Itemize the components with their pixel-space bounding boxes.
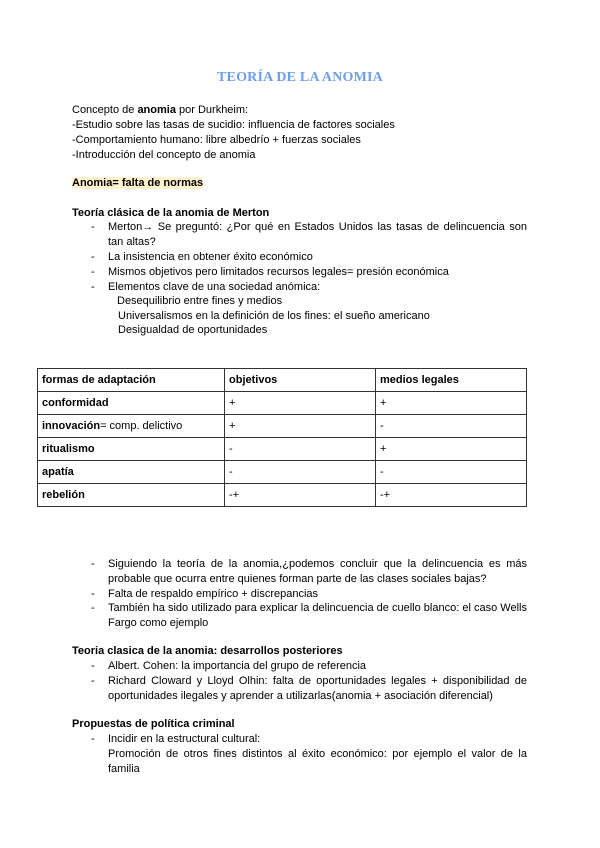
intro-text: Concepto de [72, 104, 138, 116]
merton-sub-item: Desigualdad de oportunidades [118, 324, 268, 336]
merton-bullet: - La insistencia en obtener éxito económico [91, 251, 313, 263]
critique-bullet: - Falta de respaldo empírico + discrepancias [91, 588, 319, 600]
table-row [38, 438, 527, 461]
table-cell: + [225, 415, 376, 438]
intro-item: -Comportamiento humano: libre albedrío + fuerzas sociales [72, 134, 361, 146]
bullet-dash: - [91, 281, 95, 293]
intro-line [72, 103, 248, 118]
bullet-dash: - [91, 660, 95, 672]
table-cell: - [225, 461, 376, 484]
highlight-heading: Anomia= falta de normas [72, 177, 204, 189]
bullet-dash: - [91, 558, 95, 570]
table-cell: -+ [225, 484, 376, 507]
critique-bullet: - Siguiendo la teoría de la anomia,¿podemos concluir que la delincuencia es más probable que ocurra entre quienes forman parte de las clases sociales bajas? [91, 558, 527, 585]
intro-bold-term: anomia [137, 104, 176, 116]
table-row [38, 392, 527, 415]
later-bullet: - Richard Cloward y Lloyd Olhin: falta de oportunidades legales + disponibilidad de oportunidades ilegales y aprender a utilizarlas(anomia + asociación diferencial) [91, 675, 527, 702]
intro-item: -Introducción del concepto de anomia [72, 149, 256, 161]
table-cell-label: ritualismo [38, 438, 225, 461]
bullet-dash: - [91, 675, 95, 687]
intro-text: por Durkheim: [175, 104, 249, 116]
bullet-dash: - [91, 733, 95, 745]
later-heading: Teoria clasica de la anomia: desarrollos posteriores [72, 645, 343, 657]
bullet-dash: - [91, 251, 95, 263]
table-header: formas de adaptación [38, 369, 225, 392]
table-cell: -+ [376, 484, 527, 507]
highlight-heading-row [72, 176, 203, 191]
policy-bullet: - Incidir en la estructural cultural: [91, 733, 261, 745]
policy-heading: Propuestas de política criminal [72, 718, 235, 730]
document-title: TEORÍA DE LA ANOMIA [217, 70, 383, 85]
merton-bullet: - Mismos objetivos pero limitados recursos legales= presión económica [91, 266, 449, 278]
table-cell: - [376, 461, 527, 484]
table-cell: + [376, 392, 527, 415]
table-cell: - [376, 415, 527, 438]
merton-sub-item: Desequilibrio entre fines y medios [117, 295, 283, 307]
table-header-row [38, 369, 527, 392]
merton-heading: Teoría clásica de la anomia de Merton [72, 207, 270, 219]
policy-continuation: Promoción de otros fines distintos al éxito económico: por ejemplo el valor de la familia [108, 748, 527, 775]
table-cell: + [376, 438, 527, 461]
table-cell-label: rebelión [38, 484, 225, 507]
adaptation-table [37, 368, 527, 507]
bullet-dash: - [91, 588, 95, 600]
table-cell: - [225, 438, 376, 461]
merton-bullet: - Elementos clave de una sociedad anómica: [91, 281, 321, 293]
table-cell-label: apatía [38, 461, 225, 484]
bullet-dash: - [91, 221, 95, 233]
table-row [38, 484, 527, 507]
later-bullet: - Albert. Cohen: la importancia del grupo de referencia [91, 660, 367, 672]
bullet-dash: - [91, 602, 95, 614]
intro-item: -Estudio sobre las tasas de sucidio: influencia de factores sociales [72, 119, 395, 131]
merton-sub-item: Universalismos en la definición de los fines: el sueño americano [118, 310, 430, 322]
table-cell-label: innovación= comp. delictivo [38, 415, 225, 438]
table-cell-label: conformidad [38, 392, 225, 415]
bullet-dash: - [91, 266, 95, 278]
critique-bullet: - También ha sido utilizado para explicar la delincuencia de cuello blanco: el caso Wells Fargo como ejemplo [91, 602, 527, 629]
table-header: objetivos [225, 369, 376, 392]
merton-bullet: - Merton→ Se preguntó: ¿Por qué en Estados Unidos las tasas de delincuencia son tan altas? [91, 221, 527, 248]
table-row [38, 415, 527, 438]
table-header: medios legales [376, 369, 527, 392]
table-row [38, 461, 527, 484]
table-cell: + [225, 392, 376, 415]
